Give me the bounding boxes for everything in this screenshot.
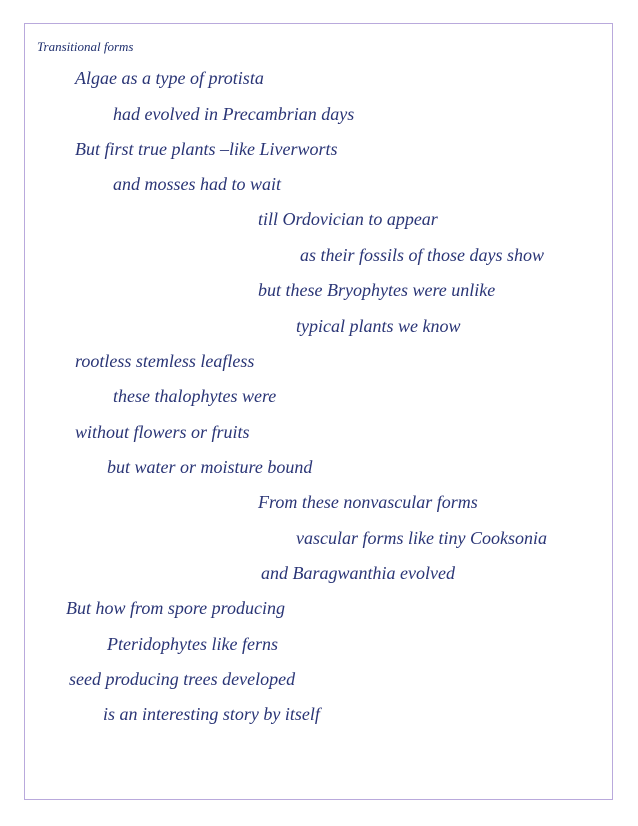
poem-line: and Baragwanthia evolved [261, 563, 455, 583]
poem-line: Pteridophytes like ferns [107, 634, 278, 654]
poem-line: but water or moisture bound [107, 457, 313, 477]
poem-line: But first true plants –like Liverworts [75, 139, 338, 159]
poem-line: rootless stemless leafless [75, 351, 255, 371]
poem-line: had evolved in Precambrian days [113, 104, 355, 124]
poem-line: Algae as a type of protista [75, 68, 264, 88]
page-heading: Transitional forms [37, 39, 134, 54]
poem-line: is an interesting story by itself [103, 704, 320, 724]
poem-line: typical plants we know [296, 316, 461, 336]
poem-line: these thalophytes were [113, 386, 277, 406]
poem-line: vascular forms like tiny Cooksonia [296, 528, 547, 548]
poem-line: From these nonvascular forms [258, 492, 478, 512]
poem-line: till Ordovician to appear [258, 209, 438, 229]
poem-line: and mosses had to wait [113, 174, 282, 194]
poem-line: without flowers or fruits [75, 422, 250, 442]
poem-line: but these Bryophytes were unlike [258, 280, 496, 300]
poem-line: as their fossils of those days show [300, 245, 545, 265]
poem-line: seed producing trees developed [69, 669, 296, 689]
poem-line: But how from spore producing [66, 598, 285, 618]
